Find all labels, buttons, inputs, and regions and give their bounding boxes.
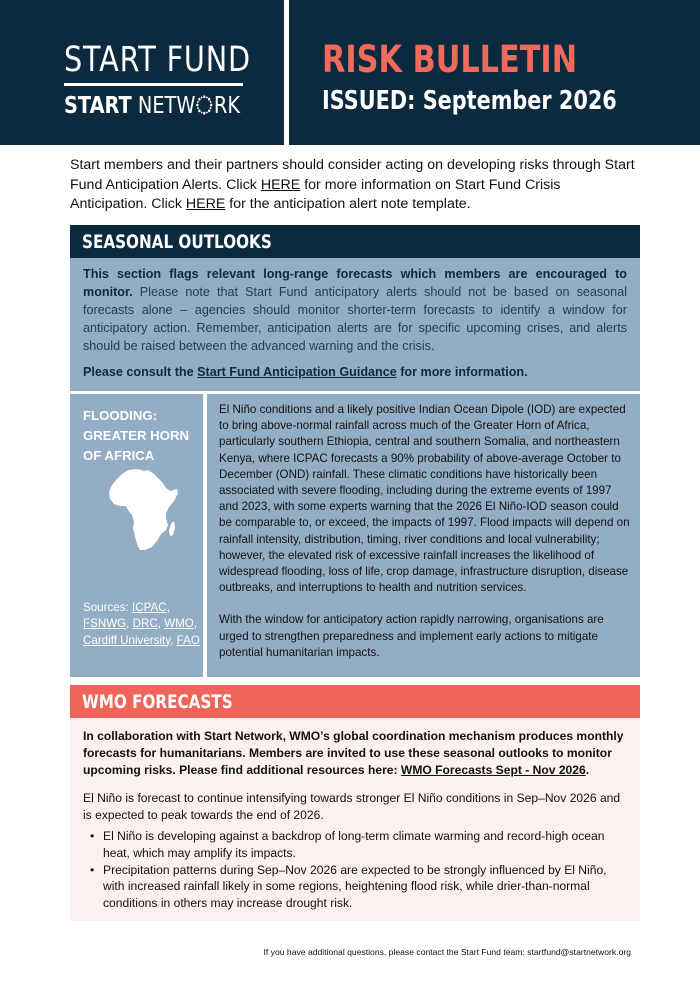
source-link-icpac[interactable]: ICPAC xyxy=(131,601,167,614)
seasonal-lead-rest: Please note that Start Fund anticipatory alerts should not be based on seasonal forecasts alone – agencies should monitor shorter-term forecasts to identify a window for anticipatory action. Remember, anticipation alerts are for specific upcoming crises, and alerts should be raised between the advanced warning and the crisis. xyxy=(83,285,627,353)
brand-subtitle xyxy=(64,93,240,119)
flooding-paragraph-2: With the window for anticipatory action rapidly narrowing, organisations are urged to strengthen preparedness and implement early actions to mitigate potential humanitarian impacts. xyxy=(219,613,604,659)
header-banner xyxy=(0,0,700,145)
brand-divider xyxy=(64,83,243,86)
flooding-paragraph-1: El Niño conditions and a likely positive Indian Ocean Dipole (IOD) are expected to bring above-normal rainfall across much of the Greater Horn of Africa, particularly southern Ethiopia, central and southern Somalia, and northeastern Kenya, where ICPAC forecasts a 90% probability of above-average October to December (OND) rainfall. These climatic conditions have historically been associated with severe flooding, including during the extreme events of 1997 and 2023, with some experts warning that the 2026 El Niño-IOD season could be comparable to, or exceed, the impacts of 1997. Flood impacts will depend on rainfall intensity, distribution, timing, river conditions and local vulnerability; however, the elevated risk of excessive rainfall increases the likelihood of widespread flooding, loss of life, crop damage, infrastructure disruption, disease outbreaks, and interruptions to health and nutrition services. xyxy=(219,403,630,595)
header-divider xyxy=(284,0,289,145)
brand-sub-rk: RK xyxy=(213,93,241,119)
seasonal-info-box xyxy=(70,258,640,391)
brand-title: START FUND xyxy=(64,40,251,80)
seasonal-description xyxy=(83,265,627,355)
wmo-lead xyxy=(83,728,627,778)
brand-sub-netw: NETW xyxy=(137,93,196,119)
crisis-anticipation-link[interactable]: HERE xyxy=(260,176,301,193)
anticipation-guidance-link[interactable]: Start Fund Anticipation Guidance xyxy=(197,365,397,379)
section-title: WMO FORECASTS xyxy=(82,691,233,713)
flooding-body xyxy=(207,394,640,677)
brand-sub-start: START xyxy=(64,93,132,119)
source-link-fsnwg[interactable]: FSNWG xyxy=(83,617,127,631)
guide-post: for more information. xyxy=(396,365,528,379)
footer-contact: If you have additional questions, please contact the Start Fund team: startfund@startnetwork.org xyxy=(263,947,631,957)
seasonal-outlooks-header xyxy=(70,225,640,258)
sources-list: Sources: ICPAC, FSNWG, DRC, WMO, Cardiff University, FAO xyxy=(83,601,200,647)
wmo-lead-text: In collaboration with Start Network, WMO’s global coordination mechanism produces monthly forecasts for humanitarians. Members are invited to use these seasonal outlooks to monitor upcoming risks. Please find additional resources here: xyxy=(83,729,624,777)
flooding-sidebar xyxy=(70,394,203,677)
guidance-note xyxy=(83,363,627,381)
guide-pre: Please consult the xyxy=(83,365,198,379)
intro-paragraph xyxy=(70,156,640,215)
source-link-cardiff[interactable]: Cardiff University xyxy=(83,633,171,647)
intro-text-1: Start members and their partners should consider acting on developing risks through Start Fund Anticipation Alerts. Click xyxy=(70,157,635,193)
source-link-wmo[interactable]: WMO xyxy=(164,617,194,631)
wmo-forecasts-header xyxy=(70,685,640,718)
wmo-info-box xyxy=(70,718,640,921)
source-link-fao[interactable]: FAO xyxy=(176,633,200,647)
issued-date: ISSUED: September 2026 xyxy=(322,86,617,116)
alert-template-link[interactable]: HERE xyxy=(185,196,226,212)
list-item: • Precipitation patterns during Sep–Nov 2026 are expected to be strongly influenced by El Niño, with increased rainfall likely in some regions, heightening flood risk, while drier-than-normal conditions in others may increase drought risk. xyxy=(83,862,627,912)
bulletin-title: RISK BULLETIN xyxy=(322,38,578,81)
flooding-heading: FLOODING: GREATER HORN OF AFRICA xyxy=(83,408,189,463)
sources-label: Sources: xyxy=(83,601,132,614)
wmo-lead-end: . xyxy=(585,762,590,777)
wmo-bullets xyxy=(83,828,627,912)
africa-map-icon xyxy=(108,468,180,552)
intro-text-2: for more information on Start Fund Crisis Anticipation. Click xyxy=(70,176,561,212)
source-link-drc[interactable]: DRC xyxy=(132,617,158,631)
seasonal-lead: This section flags relevant long-range forecasts which members are encouraged to monitor. xyxy=(83,267,627,299)
wmo-paragraph: El Niño is forecast to continue intensifying towards stronger El Niño conditions in Sep–Nov 2026 and is expected to peak towards the end of 2026. xyxy=(83,791,621,823)
intro-text-3: for the anticipation alert note template. xyxy=(225,196,471,212)
list-item: • El Niño is developing against a backdrop of long-term climate warming and record-high ocean heat, which may amplify its impacts. xyxy=(83,828,627,862)
wmo-forecasts-link[interactable]: WMO Forecasts Sept - Nov 2026 xyxy=(400,762,586,777)
start-network-o-icon xyxy=(196,95,213,115)
section-title: SEASONAL OUTLOOKS xyxy=(82,231,272,253)
